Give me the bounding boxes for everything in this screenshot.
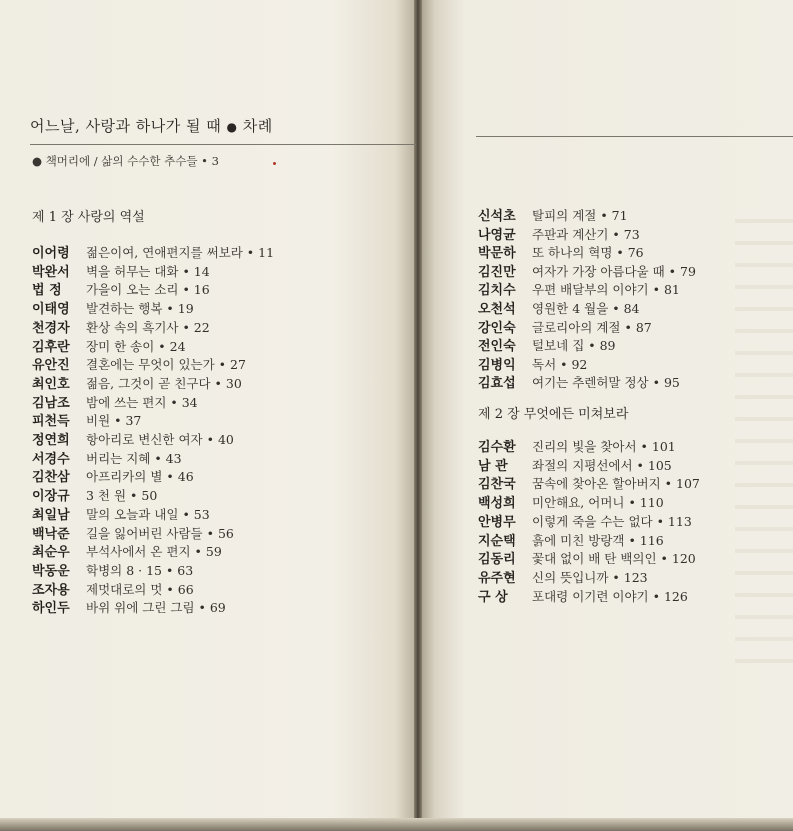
toc-entry [32, 579, 194, 599]
toc-author: 이장규 [32, 489, 70, 505]
toc-title: 부석사에서 온 편지 • 59 [86, 544, 222, 560]
toc-author: 나영균 [478, 227, 516, 243]
book-gutter [414, 0, 422, 831]
toc-author: 김효섭 [478, 376, 516, 392]
toc-entry [32, 429, 234, 449]
title-rule-left [30, 144, 416, 145]
toc-title: 흙에 미친 방랑객 • 116 [532, 532, 664, 548]
toc-entry [478, 586, 688, 606]
toc-title: 주판과 계산기 • 73 [532, 226, 640, 242]
toc-author: 김후란 [32, 339, 70, 355]
toc-entry [32, 317, 210, 337]
toc-title: 말의 오늘과 내일 • 53 [86, 506, 210, 522]
toc-author: 강인숙 [478, 320, 516, 336]
toc-title: 글로리아의 계절 • 87 [532, 319, 652, 335]
toc-title: 꽃대 없이 배 탄 백의인 • 120 [532, 551, 696, 567]
toc-author: 최인호 [32, 376, 70, 392]
toc-author: 김찬삼 [32, 470, 70, 486]
toc-title: 환상 속의 흑기사 • 22 [86, 319, 210, 335]
toc-entry [32, 541, 222, 561]
toc-title: 학병의 8 · 15 • 63 [86, 562, 194, 578]
toc-title: 포대령 이기련 이야기 • 126 [532, 588, 688, 604]
ink-mark [273, 162, 276, 165]
preface-entry: ● 책머리에 / 삶의 수수한 추수들 • 3 [32, 154, 219, 168]
toc-author: 안병무 [478, 514, 516, 530]
toc-author: 신석초 [478, 209, 516, 224]
toc-author: 최일남 [32, 507, 70, 523]
toc-author: 김남조 [32, 395, 70, 411]
toc-author: 김동리 [478, 552, 516, 568]
toc-entry [32, 373, 242, 393]
toc-author: 이태영 [32, 302, 70, 318]
toc-title: 가을이 오는 소리 • 16 [86, 282, 210, 298]
toc-author: 서경수 [32, 451, 70, 467]
toc-entry [478, 530, 664, 550]
toc-entry [478, 354, 587, 374]
toc-entry [32, 261, 210, 281]
toc-entry [32, 485, 157, 505]
toc-entry [32, 466, 194, 486]
toc-title: 신의 뜻입니까 • 123 [532, 569, 648, 585]
toc-title: 미안해요, 어머니 • 110 [532, 495, 664, 511]
toc-title: 3 천 원 • 50 [86, 488, 158, 504]
toc-entry [32, 560, 193, 580]
toc-entry [478, 455, 672, 475]
contents-label: 차례 [242, 117, 273, 135]
toc-title: 항아리로 변신한 여자 • 40 [86, 432, 234, 447]
toc-title: 꿈속에 찾아온 할아버지 • 107 [532, 476, 700, 492]
toc-title: 버리는 지혜 • 43 [86, 450, 182, 466]
chapter-1-heading: 제 1 장 사랑의 역설 [32, 210, 145, 225]
toc-title: 젊은이여, 연애편지를 써보라 • 11 [86, 245, 275, 260]
title-rule-right [476, 136, 793, 137]
toc-entry [32, 242, 274, 262]
page-title [30, 115, 273, 136]
toc-author: 백성희 [478, 496, 516, 512]
toc-author: 하인두 [32, 601, 70, 617]
toc-author: 피천득 [32, 414, 70, 430]
toc-entry [32, 597, 226, 617]
toc-entry [478, 335, 616, 355]
toc-title: 이렇게 죽을 수는 없다 • 113 [532, 513, 692, 529]
toc-entry [478, 261, 696, 281]
toc-entry [478, 298, 640, 318]
toc-entry [478, 205, 628, 225]
toc-author: 백낙준 [32, 526, 70, 542]
toc-title: 독서 • 92 [532, 356, 588, 372]
toc-title: 탈피의 계절 • 71 [532, 208, 628, 223]
book-title: 어느날, 사랑과 하나가 될 때 [30, 117, 222, 135]
toc-title: 길을 잃어버린 사람들 • 56 [86, 525, 234, 541]
toc-title: 제멋대로의 멋 • 66 [86, 581, 194, 597]
toc-author: 유안진 [32, 358, 70, 374]
toc-author: 유주현 [478, 570, 516, 586]
toc-author: 김진만 [478, 264, 516, 280]
toc-author: 지순택 [478, 533, 516, 549]
toc-title: 젊음, 그것이 곧 친구다 • 30 [86, 375, 242, 391]
toc-author: 오천석 [478, 302, 516, 317]
toc-entry [478, 224, 640, 244]
toc-title: 밤에 쓰는 편지 • 34 [86, 394, 198, 410]
toc-entry [478, 436, 676, 456]
toc-title: 여자가 가장 아름다울 때 • 79 [532, 263, 696, 279]
toc-entry [478, 242, 644, 262]
toc-author: 조자용 [32, 582, 70, 598]
toc-author: 박동운 [32, 563, 70, 579]
toc-title: 결혼에는 무엇이 있는가 • 27 [86, 357, 246, 373]
toc-entry [32, 298, 194, 318]
toc-entry [32, 504, 210, 524]
toc-author: 전인숙 [478, 339, 516, 355]
toc-title: 벽을 허무는 대화 • 14 [86, 263, 210, 279]
toc-entry [32, 410, 141, 430]
toc-entry [32, 448, 182, 468]
toc-title: 비원 • 37 [86, 413, 142, 429]
toc-title: 여기는 추렌허말 정상 • 95 [532, 375, 680, 391]
chapter-2-heading: 제 2 장 무엇에든 미쳐보라 [478, 407, 629, 422]
toc-title: 우편 배달부의 이야기 • 81 [532, 282, 680, 298]
toc-entry [32, 354, 246, 374]
toc-entry [478, 317, 652, 337]
show-through-text [735, 205, 793, 665]
toc-author: 구 상 [478, 589, 508, 605]
toc-author: 박완서 [32, 264, 70, 280]
toc-entry [32, 279, 210, 299]
toc-title: 영원한 4 월을 • 84 [532, 301, 640, 316]
toc-author: 최순우 [32, 545, 70, 561]
toc-author: 김치수 [478, 283, 516, 299]
bullet-icon: ● [226, 120, 238, 134]
toc-author: 정연희 [32, 433, 70, 448]
toc-entry [478, 567, 648, 587]
toc-title: 또 하나의 혁명 • 76 [532, 245, 644, 261]
toc-entry [32, 336, 186, 356]
toc-title: 털보네 집 • 89 [532, 338, 616, 354]
toc-entry [32, 392, 198, 412]
toc-author: 김수환 [478, 440, 516, 455]
toc-title: 진리의 빛을 찾아서 • 101 [532, 439, 676, 454]
toc-title: 바위 위에 그린 그림 • 69 [86, 600, 226, 616]
toc-author: 법 정 [32, 283, 62, 299]
toc-title: 아프리카의 별 • 46 [86, 469, 194, 485]
toc-author: 이어령 [32, 246, 70, 261]
toc-entry [478, 372, 680, 392]
page-bottom-edge [0, 818, 793, 831]
toc-author: 남 관 [478, 458, 508, 474]
toc-entry [32, 523, 234, 543]
toc-title: 좌절의 지평선에서 • 105 [532, 457, 672, 473]
toc-author: 김찬국 [478, 477, 516, 493]
toc-entry [478, 492, 664, 512]
toc-author: 박문하 [478, 246, 516, 262]
toc-author: 김병익 [478, 357, 516, 373]
toc-author: 천경자 [32, 320, 70, 336]
toc-entry [478, 279, 680, 299]
toc-entry [478, 548, 696, 568]
toc-entry [478, 473, 700, 493]
toc-title: 장미 한 송이 • 24 [86, 338, 186, 354]
toc-entry [478, 511, 692, 531]
toc-title: 발견하는 행복 • 19 [86, 301, 194, 317]
